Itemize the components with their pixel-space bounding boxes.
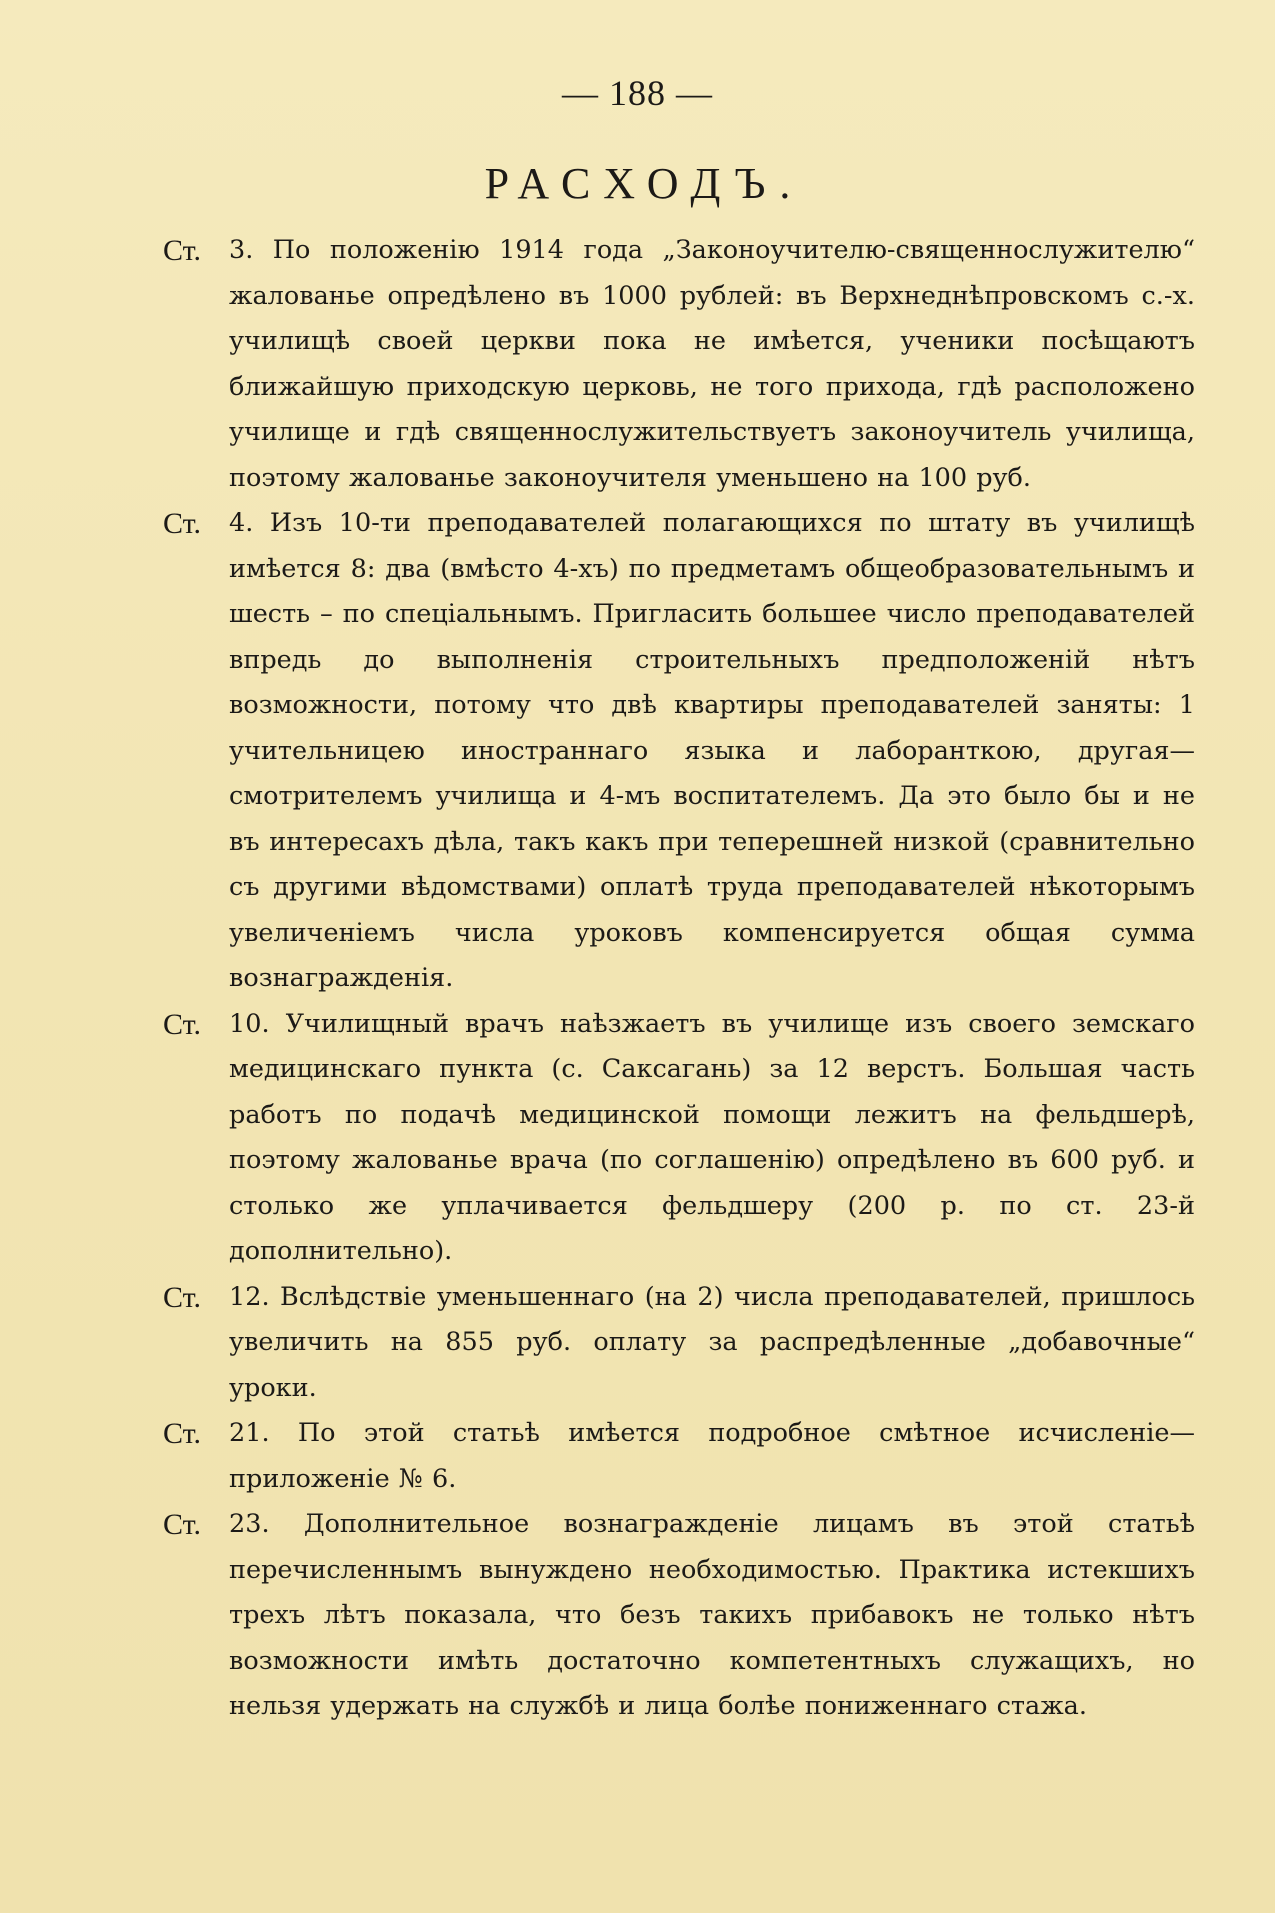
article-label: Ст. (163, 1417, 201, 1450)
article-text: 21. По этой статьѣ имѣется подробное смѣтное исчисленіе—приложеніе № 6. (229, 1418, 1195, 1494)
article-text: 4. Изъ 10-ти преподавателей полагающихся по штату въ училищѣ имѣется 8: два (вмѣсто 4-хъ) по предметамъ общеобразовательнымъ и шесть – по спеціальнымъ. Пригласить большее число преподавателей впредь до выполненія строительныхъ предположеній нѣтъ возможности, потому что двѣ квартиры преподавателей заняты: 1 учительницею иностраннаго языка и лаборанткою, другая—смотрителемъ училища и 4-мъ воспитателемъ. Да это было бы и не въ интересахъ дѣла, такъ какъ при теперешней низкой (сравнительно съ другими вѣдомствами) оплатѣ труда преподавателей нѣкоторымъ увеличеніемъ числа уроковъ компенсируется общая сумма вознагражденія. (229, 508, 1195, 993)
article-10 (163, 1002, 1195, 1275)
section-heading: РАСХОДЪ. (484, 159, 805, 208)
article-21 (163, 1411, 1195, 1502)
article-label: Ст. (163, 1508, 201, 1541)
article-label: Ст. (163, 507, 201, 540)
article-text: 23. Дополнительное вознагражденіе лицамъ въ этой статьѣ перечисленнымъ вынуждено необходимостью. Практика истекшихъ трехъ лѣтъ показала, что безъ такихъ прибавокъ не только нѣтъ возможности имѣть достаточно компетентныхъ служащихъ, но нельзя удержать на службѣ и лица болѣе пониженнаго стажа. (229, 1509, 1195, 1721)
article-label: Ст. (163, 1280, 201, 1314)
page-number: — 188 — (562, 73, 713, 113)
article-23 (163, 1502, 1195, 1730)
article-3 (163, 228, 1195, 501)
article-label: Ст. (163, 234, 201, 267)
article-text: 10. Училищный врачъ наѣзжаетъ въ училище изъ своего земскаго медицинскаго пункта (с. Саксагань) за 12 верстъ. Большая часть работъ по подачѣ медицинской помощи лежитъ на фельдшерѣ, поэтому жалованье врача (по соглашенію) опредѣлено въ 600 руб. и столько же уплачивается фельдшеру (200 р. по ст. 23-й дополнительно). (229, 1008, 1195, 1266)
articles-list (163, 228, 1195, 1730)
article-text: 3. По положенію 1914 года „Законоучителю-священнослужителю“ жалованье опредѣлено въ 1000 рублей: въ Верхнеднѣпровскомъ с.-х. училищѣ своей церкви пока не имѣется, ученики посѣщаютъ ближайшую приходскую церковь, не того прихода, гдѣ расположено училище и гдѣ священнослужительствуетъ законоучитель училища, поэтому жалованье законоучителя уменьшено на 100 руб. (229, 235, 1195, 493)
article-text: 12. Вслѣдствіе уменьшеннаго (на 2) числа преподавателей, пришлось увеличить на 855 руб. оплату за распредѣленные „добавочные“ уроки. (229, 1281, 1195, 1403)
article-4 (163, 501, 1195, 1002)
article-label: Ст. (163, 1007, 201, 1041)
article-12 (163, 1275, 1195, 1412)
